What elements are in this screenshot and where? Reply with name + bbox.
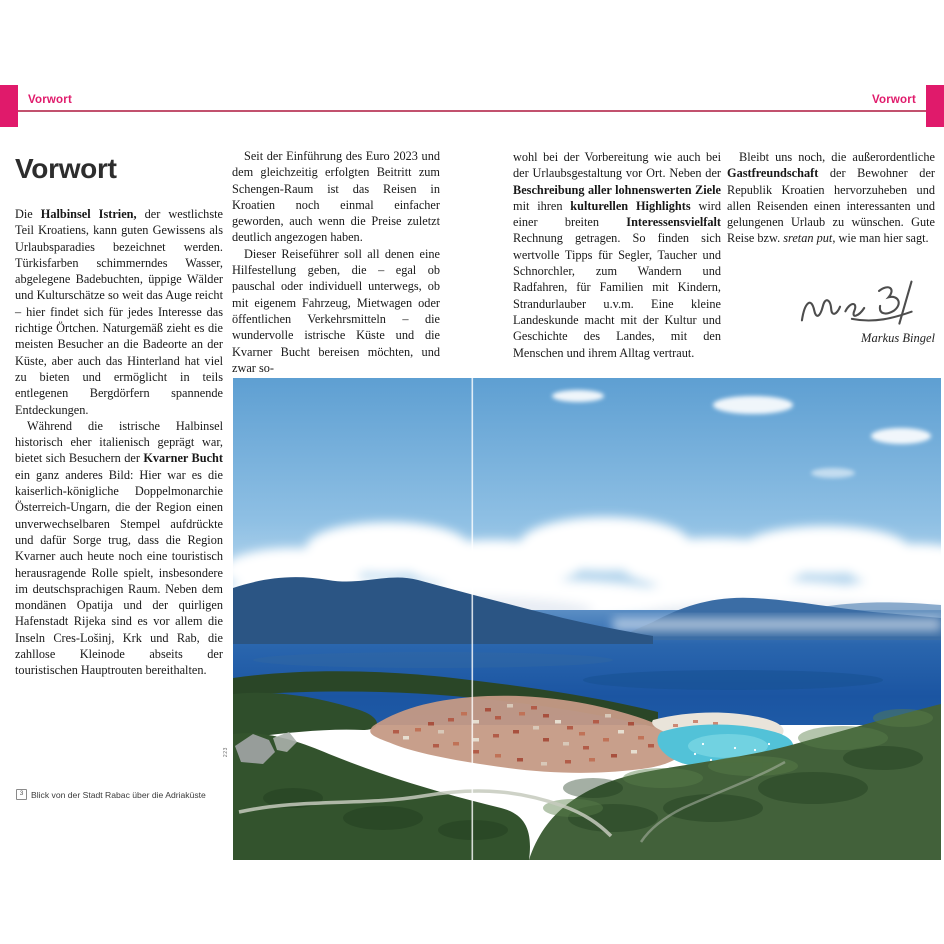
paragraph: Bleibt uns noch, die außerordentliche Gastfreundschaft der Bewohner der Republik Kroatien hervorzuheben und allen Reisenden einen interessanten und gelungenen Urlaub zu wünschen. Gute Reise bzw. sretan put, wie man hier sagt. (727, 150, 935, 246)
chapter-tab-right (926, 85, 944, 127)
header-rule (18, 110, 926, 112)
chapter-tab-left (0, 85, 18, 127)
author-name: Markus Bingel (861, 331, 935, 345)
gutter-fold-line (472, 378, 474, 860)
text-column-left-2 (232, 148, 440, 376)
caption-index-box: 3 (16, 789, 27, 800)
text-column-right-1 (513, 149, 721, 361)
text-column-right-2 (727, 149, 935, 247)
page-title: Vorwort (15, 152, 117, 184)
running-header-left: Vorwort (28, 94, 72, 106)
photo-rabac-panorama (233, 378, 941, 860)
paragraph: Die Halbinsel Istrien, der westlichste Teil Kroatiens, kann guten Gewissens als Urlaubsparadies bezeichnet werden. Türkisfarben schimmerndes Wasser, abgelegene Badebuchten, üppige Wälder und Kulturschätze so weit das Auge reicht – hier findet sich für jedes Interesse das richtige Örtchen. Naturgemäß zieht es die meisten Besucher an die Badeorte an der Küste, aber auch das Hinterland hat viel zu bieten und ermöglicht in teils entlegenen Bergdörfern spannende Entdeckungen. (15, 207, 223, 417)
text-column-left-1 (15, 206, 223, 679)
photo-illustration (233, 378, 941, 860)
photo-credit: 223 (223, 747, 229, 758)
paragraph: Seit der Einführung des Euro 2023 und dem gleichzeitig erfolgten Beitritt zum Schengen-Raum ist das Reisen in Kroatien noch einmal einfacher geworden, auch wenn die Preise zuletzt deutlich angezogen haben. (232, 149, 440, 245)
paragraph: Während die istrische Halbinsel historisch eher italienisch geprägt war, bietet sich Besuchern der Kvarner Bucht ein ganz anderes Bild: Hier war es die kaiserlich-königliche Doppelmonarchie Österreich-Ungarn, die der Region einen unverwechselbaren Stempel aufdrückte und dafür Sorge trug, dass die Region Kvarner auch heute noch eine touristisch herausragende Rolle spielt, insbesondere im deutschsprachigen Raum. Neben dem mondänen Opatija und der quirligen Hafenstadt Rijeka sind es vor allem die Inseln Cres-Lošinj, Krk und Rab, die zahllose Kleinode abseits der touristischen Hauptrouten bereithalten. (15, 418, 223, 678)
photo-caption (16, 789, 206, 800)
horizon-haze (613, 618, 941, 631)
author-signature (793, 276, 935, 334)
paragraph: Dieser Reiseführer soll all denen eine Hilfestellung geben, die – egal ob pauschal oder individuell unterwegs, ob mit eigenem Fahrzeug, Mietwagen oder öffentlichen Verkehrsmitteln – die wundervolle istrische Küste und die Kvarner Bucht bereisen möchten, und zwar so- (232, 246, 440, 375)
caption-text: Blick von der Stadt Rabac über die Adriaküste (31, 789, 206, 800)
paragraph: wohl bei der Vorbereitung wie auch bei der Urlaubsgestaltung vor Ort. Neben der Beschreibung aller lohnenswerten Ziele mit ihren kulturellen Highlights wird einer breiten Interessensvielfalt Rechnung getragen. So finden sich wertvolle Tipps für Segler, Taucher und Schnorchler, zum Wandern und Radfahren, für Familien mit Kindern, Strandurlauber u.v.m. Eine kleine Landeskunde macht mit der Kultur und Geschichte des Landes, mit den Menschen und ihrem Alltag vertraut. (513, 150, 721, 360)
running-header-right: Vorwort (872, 94, 916, 106)
